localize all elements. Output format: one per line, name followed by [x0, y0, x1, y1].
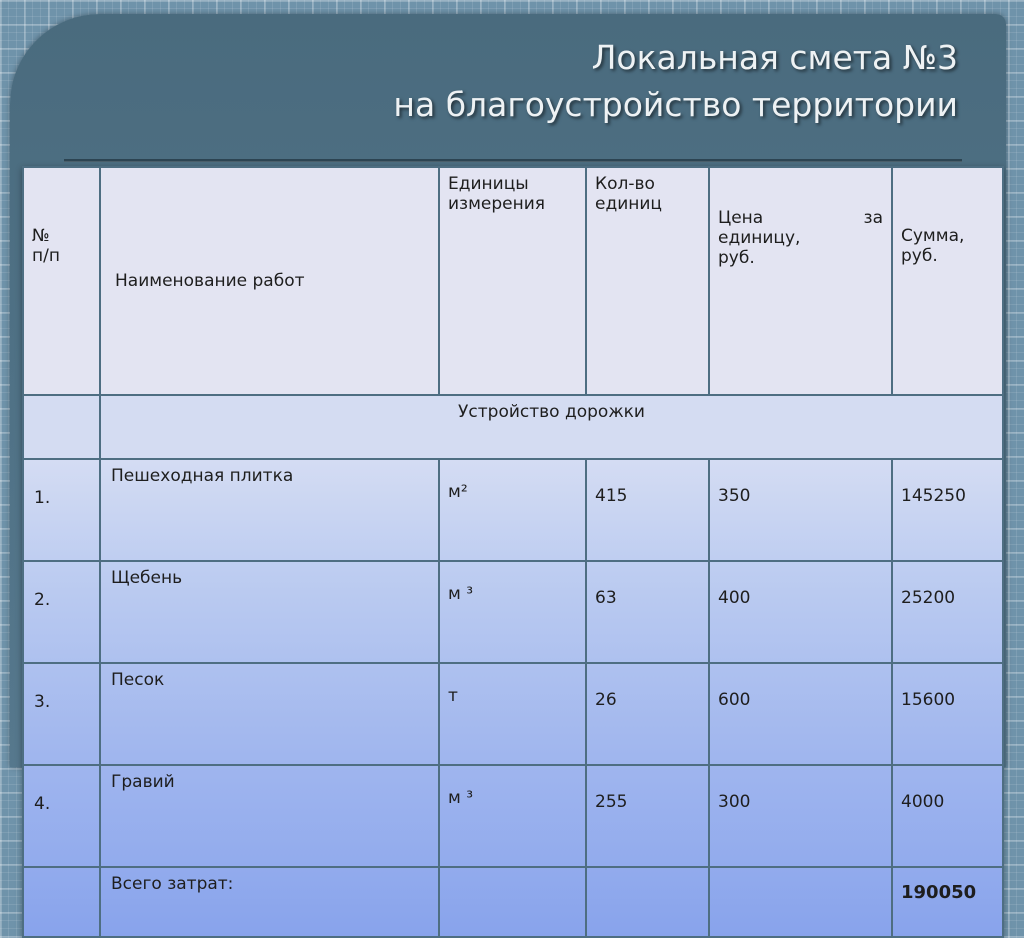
- row-num: 4.: [23, 765, 100, 867]
- table-row: [23, 663, 1003, 765]
- row-name: Щебень: [100, 561, 439, 663]
- header-price-line3: руб.: [718, 248, 755, 268]
- section-num-cell: [23, 395, 100, 459]
- table-row: [23, 561, 1003, 663]
- total-num-cell: [23, 867, 100, 937]
- row-price: 600: [709, 663, 892, 765]
- row-sum: 4000: [892, 765, 1003, 867]
- total-row: [23, 867, 1003, 937]
- header-qty-line1: Кол-во: [595, 174, 655, 194]
- header-price: [709, 167, 892, 395]
- header-price-line1: [718, 208, 883, 228]
- estimate-table: [22, 166, 1004, 938]
- header-sum: [892, 167, 1003, 395]
- total-empty-cell: [709, 867, 892, 937]
- row-num: 2.: [23, 561, 100, 663]
- row-unit: м ³: [439, 561, 586, 663]
- row-price: 350: [709, 459, 892, 561]
- total-value: 190050: [892, 867, 1003, 937]
- header-qty: [586, 167, 709, 395]
- row-name: Гравий: [100, 765, 439, 867]
- row-name: Песок: [100, 663, 439, 765]
- slide-title: [98, 34, 958, 128]
- total-label: Всего затрат:: [100, 867, 439, 937]
- row-unit: м²: [439, 459, 586, 561]
- row-unit: м ³: [439, 765, 586, 867]
- row-qty: 255: [586, 765, 709, 867]
- header-num-line1: №: [32, 226, 50, 246]
- section-title: Устройство дорожки: [100, 395, 1003, 459]
- row-sum: 145250: [892, 459, 1003, 561]
- total-empty-cell: [439, 867, 586, 937]
- header-sum-line2: руб.: [901, 246, 938, 266]
- row-sum: 15600: [892, 663, 1003, 765]
- title-line-1: Локальная смета №3: [591, 38, 958, 77]
- row-sum: 25200: [892, 561, 1003, 663]
- table-header-row: [23, 167, 1003, 395]
- header-price-word1: Цена: [718, 208, 764, 228]
- header-units-line1: Единицы: [448, 174, 529, 194]
- row-num: 1.: [23, 459, 100, 561]
- table-row: [23, 459, 1003, 561]
- header-num-line2: п/п: [32, 246, 60, 266]
- title-line-2: на благоустройство территории: [393, 85, 958, 124]
- row-qty: 63: [586, 561, 709, 663]
- header-num: [23, 167, 100, 395]
- row-price: 400: [709, 561, 892, 663]
- header-price-line2: единицу,: [718, 228, 801, 248]
- row-price: 300: [709, 765, 892, 867]
- row-name: Пешеходная плитка: [100, 459, 439, 561]
- header-price-word2: за: [863, 208, 883, 228]
- header-qty-line2: единиц: [595, 194, 662, 214]
- header-name: Наименование работ: [100, 167, 439, 395]
- section-row: [23, 395, 1003, 459]
- header-units-line2: измерения: [448, 194, 546, 214]
- table-row: [23, 765, 1003, 867]
- total-empty-cell: [586, 867, 709, 937]
- header-sum-line1: Сумма,: [901, 226, 965, 246]
- row-unit: т: [439, 663, 586, 765]
- title-divider: [64, 159, 962, 162]
- row-num: 3.: [23, 663, 100, 765]
- row-qty: 26: [586, 663, 709, 765]
- row-qty: 415: [586, 459, 709, 561]
- header-units: [439, 167, 586, 395]
